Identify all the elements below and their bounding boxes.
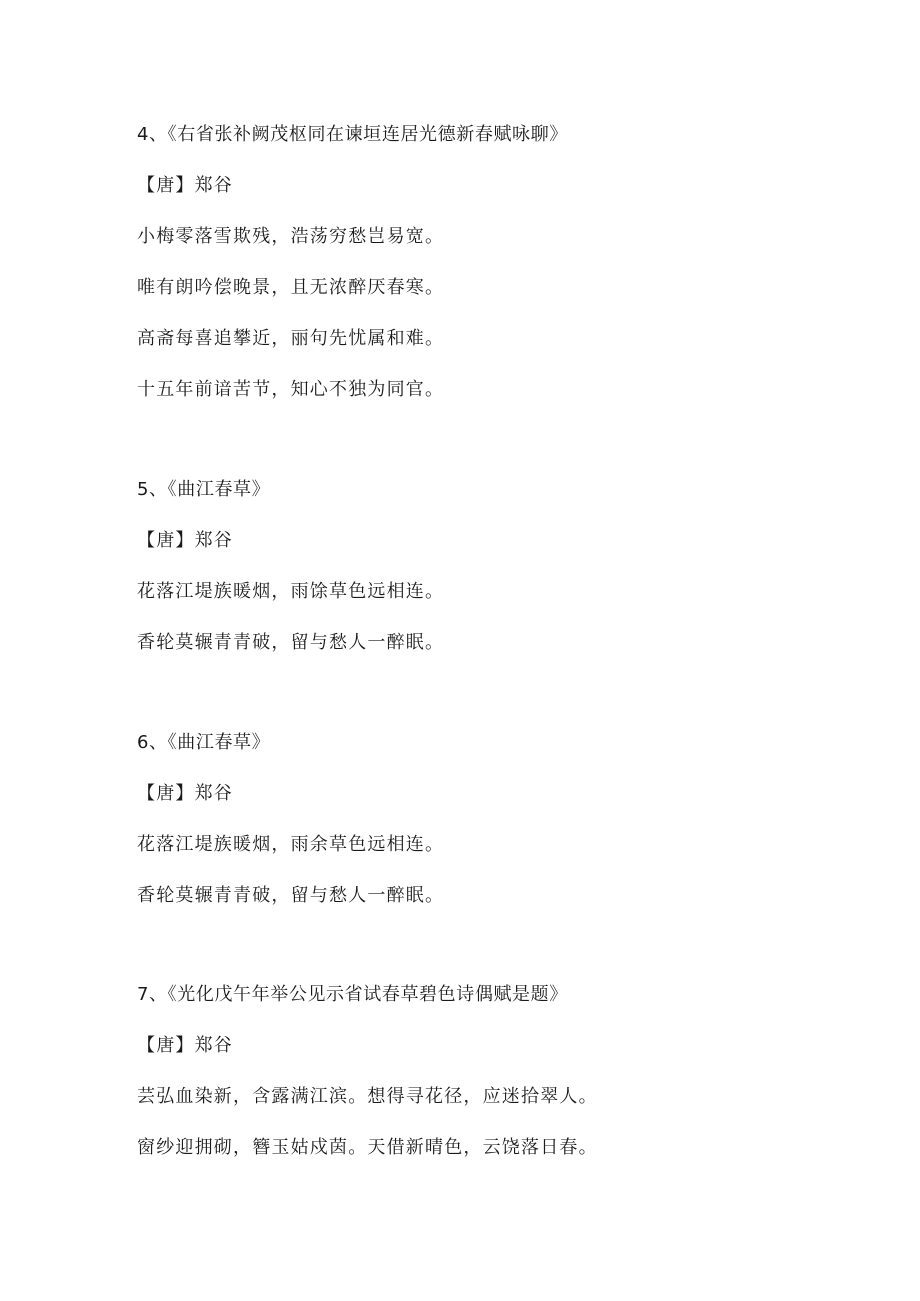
poem-author: 【唐】郑谷	[137, 175, 233, 196]
poem-line: 香轮莫辗青青破，留与愁人一醉眠。	[137, 885, 445, 906]
poem-line: 花落江堤族暖烟，雨余草色远相连。	[137, 834, 445, 855]
poem-section	[137, 478, 837, 682]
poem-line: 唯有朗吟偿晚景，且无浓醉厌春寒。	[137, 277, 445, 298]
poem-line: 花落江堤族暖烟，雨馀草色远相连。	[137, 581, 445, 602]
poem-title: 5、《曲江春草》	[137, 479, 271, 500]
poem-author: 【唐】郑谷	[137, 1035, 233, 1056]
poem-title: 7、《光化戊午年举公见示省试春草碧色诗偶赋是题》	[137, 984, 568, 1005]
poem-section	[137, 983, 837, 1187]
poem-section	[137, 731, 837, 935]
poem-title: 6、《曲江春草》	[137, 732, 271, 753]
poem-line: 高斋每喜追攀近，丽句先忧属和难。	[137, 328, 445, 349]
poem-line: 香轮莫辗青青破，留与愁人一醉眠。	[137, 632, 445, 653]
poem-title: 4、《右省张补阙茂枢同在谏垣连居光德新春赋咏聊》	[137, 124, 568, 145]
poem-line: 芸弘血染新，含露满江滨。想得寻花径，应迷拾翠人。	[137, 1086, 598, 1107]
poem-line: 小梅零落雪欺残，浩荡穷愁岂易宽。	[137, 226, 445, 247]
poem-line: 十五年前谙苦节，知心不独为同官。	[137, 379, 445, 400]
poem-author: 【唐】郑谷	[137, 530, 233, 551]
poem-line: 窗纱迎拥砌，簪玉姑戍茵。天借新晴色，云饶落日春。	[137, 1137, 598, 1158]
poem-author: 【唐】郑谷	[137, 783, 233, 804]
poem-section	[137, 123, 837, 429]
